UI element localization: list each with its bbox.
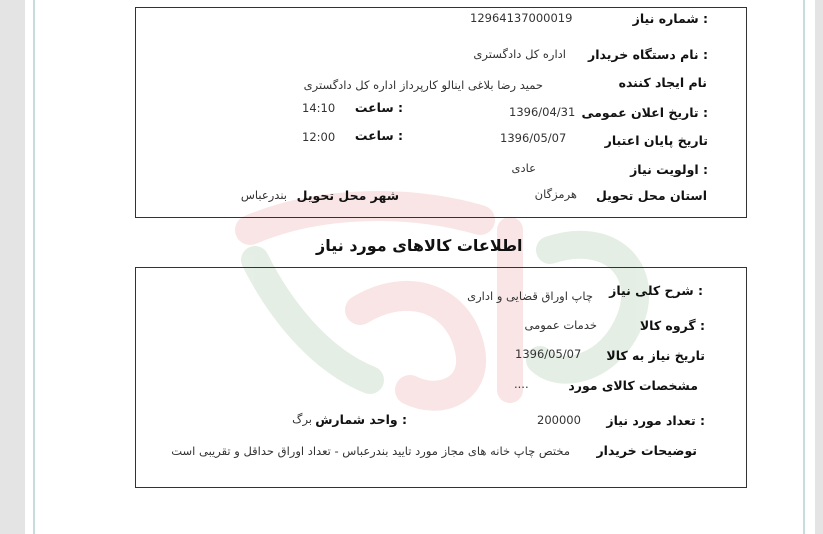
province-value: هرمزگان xyxy=(534,187,577,201)
need-number-value: 12964137000019 xyxy=(470,11,573,25)
need-date-label: تاریخ نیاز به کالا xyxy=(606,348,705,363)
announce-date-label: تاریخ اعلان عمومی : xyxy=(581,105,708,120)
city-label: شهر محل تحویل xyxy=(296,188,399,203)
creator-value: حمید رضا بلاغی اینالو کارپرداز اداره کل دادگستری xyxy=(303,78,543,92)
buyer-org-label: نام دستگاه خریدار : xyxy=(588,47,708,62)
buyer-notes-label: توضیحات خریدار xyxy=(596,443,697,458)
priority-label: اولویت نیاز : xyxy=(630,162,708,177)
specs-label: مشخصات کالای مورد xyxy=(568,378,698,393)
goods-group-label: گروه کالا : xyxy=(639,318,705,333)
right-rule xyxy=(803,0,805,534)
general-desc-value: چاپ اوراق قضایی و اداری xyxy=(467,289,593,303)
buyer-org-value: اداره کل دادگستری xyxy=(473,47,566,61)
priority-value: عادی xyxy=(511,161,536,175)
city-value: بندرعباس xyxy=(240,188,287,202)
left-gutter xyxy=(0,0,25,534)
creator-label: نام ایجاد کننده xyxy=(618,75,707,90)
deadline-time-label: ساعت : xyxy=(354,128,403,143)
specs-value: .... xyxy=(514,377,529,391)
announce-time-value: 14:10 xyxy=(302,101,336,115)
left-rule xyxy=(33,0,35,534)
goods-section-title: اطلاعات کالاهای مورد نیاز xyxy=(316,236,523,255)
need-date-value: 1396/05/07 xyxy=(515,347,582,361)
unit-value: برگ xyxy=(292,412,312,426)
quantity-value: 200000 xyxy=(537,413,581,427)
deadline-time-value: 12:00 xyxy=(302,130,336,144)
announce-date-value: 1396/04/31 xyxy=(509,105,576,119)
quantity-label: تعداد مورد نیاز : xyxy=(606,413,705,428)
deadline-label: تاریخ پایان اعتبار xyxy=(604,133,708,148)
unit-label: واحد شمارش : xyxy=(315,412,407,427)
need-number-label: شماره نیاز : xyxy=(632,11,708,26)
announce-time-label: ساعت : xyxy=(354,100,403,115)
general-desc-label: شرح کلی نیاز : xyxy=(609,283,703,298)
goods-group-value: خدمات عمومی xyxy=(524,318,597,332)
right-gutter xyxy=(815,0,823,534)
buyer-notes-value: مختص چاپ خانه های مجاز مورد تایید بندرعباس - تعداد اوراق حداقل و تقریبی است xyxy=(171,444,570,458)
deadline-date-value: 1396/05/07 xyxy=(500,131,567,145)
province-label: استان محل تحویل xyxy=(595,188,707,203)
